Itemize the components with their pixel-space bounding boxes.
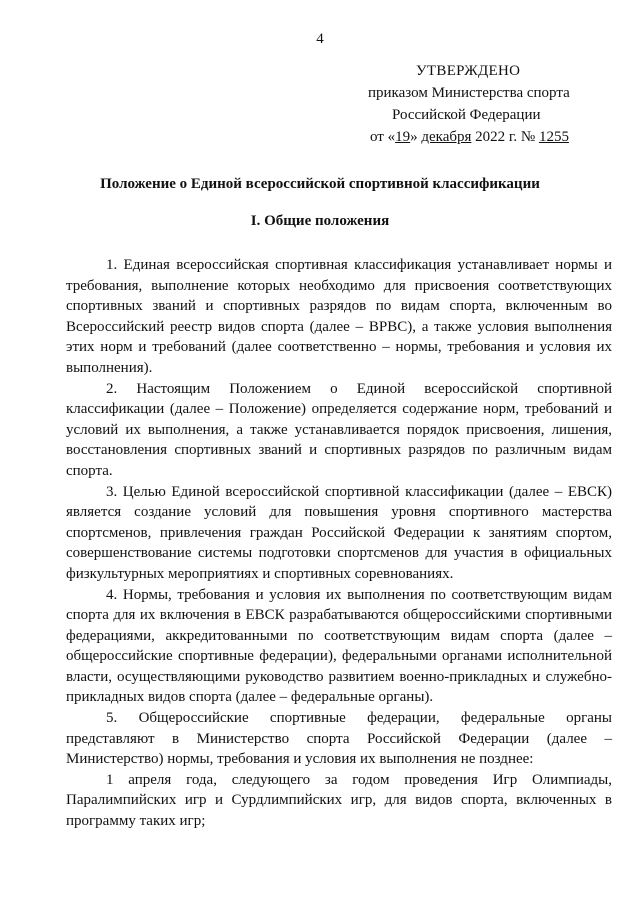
- paragraph-5-item-1: 1 апреля года, следующего за годом проведения Игр Олимпиады, Паралимпийских игр и Сурдлимпийских игр, для видов спорта, включенных в программу таких игр;: [66, 771, 612, 830]
- paragraph-3: 3. Целью Единой всероссийской спортивной классификации (далее – ЕВСК) является создание условий для повышения уровня спортивного мастерства спортсменов, привлечения граждан Российской Федерации к занятиям спортом, совершенствование системы подготовки спортсменов для участия в официальных физкультурных мероприятиях и спортивных соревнованиях.: [66, 483, 612, 582]
- document-title: Положение о Единой всероссийской спортивной классификации: [100, 176, 540, 192]
- paragraph-5: 5. Общероссийские спортивные федерации, федеральные органы представляют в Министерство спорта Российской Федерации (далее – Министерство) нормы, требования и условия их выполнения не позднее:: [66, 710, 612, 768]
- approval-year: 2022 г. №: [471, 129, 539, 145]
- approval-date-line: [360, 126, 620, 148]
- paragraph-1: 1. Единая всероссийская спортивная классификация устанавливает нормы и требования, выполнение которых необходимо для присвоения соответствующих спортивных званий и спортивных разрядов по видам спорта, включенным во Всероссийский реестр видов спорта (далее – ВРВС), а также условия выполнения этих норм и требований (далее соответственно – нормы, требования и условия их выполнения).: [66, 257, 612, 376]
- approval-date-mid: »: [410, 129, 422, 145]
- approval-title: УТВЕРЖДЕНО: [416, 63, 521, 79]
- approval-date-prefix: от «: [370, 129, 396, 145]
- paragraph-4: 4. Нормы, требования и условия их выполнения по соответствующим видам спорта для их включения в ЕВСК разрабатываются общероссийскими спортивными федерациями, аккредитованными по соответствующим видам спорта (далее – общероссийские спортивные федерации), федеральными органами исполнительной власти, осуществляющими руководство развитием военно-прикладных и служебно-прикладных видов спорта (далее – федеральные органы).: [66, 586, 612, 706]
- approval-day: 19: [395, 129, 411, 145]
- approval-number: 1255: [538, 129, 569, 145]
- paragraph-2: 2. Настоящим Положением о Единой всероссийской спортивной классификации (далее – Положение) определяется содержание норм, требований и условий их выполнения, а также устанавливается порядок присвоения, лишения, восстановления спортивных званий и спортивных разрядов по различным видам спорта.: [66, 380, 612, 479]
- approval-line-order: приказом Министерства спорта: [368, 85, 570, 101]
- approval-block: [360, 60, 620, 148]
- page-number: 4: [316, 31, 324, 47]
- approval-line-country: Российской Федерации: [392, 107, 541, 123]
- document-body: [66, 255, 612, 832]
- section-title: I. Общие положения: [250, 213, 390, 229]
- approval-month: декабря: [421, 129, 472, 145]
